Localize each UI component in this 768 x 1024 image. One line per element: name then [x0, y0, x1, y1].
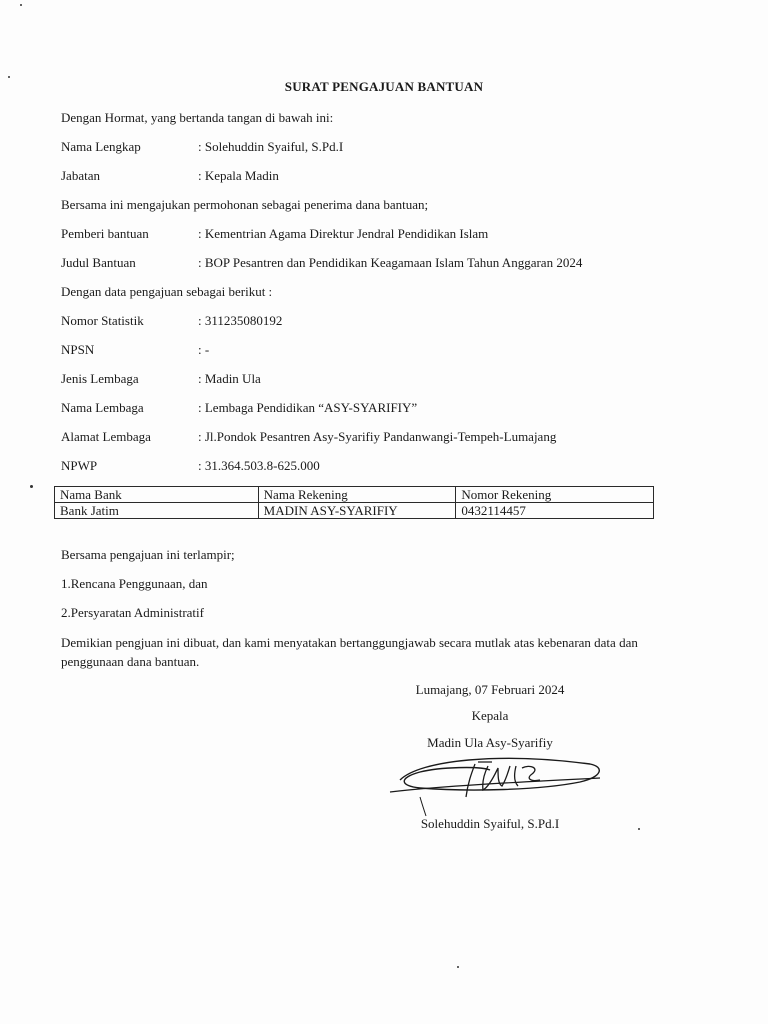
- field-value: : -: [198, 342, 210, 357]
- greeting-line: Dengan Hormat, yang bertanda tangan di bawah ini:: [61, 110, 334, 125]
- field-label: Jenis Lembaga: [61, 371, 139, 386]
- table-header-cell: Nama Bank: [55, 487, 259, 503]
- field-label: Pemberi bantuan: [61, 226, 149, 241]
- field-label: Judul Bantuan: [61, 255, 136, 270]
- attachment-item: 2.Persyaratan Administratif: [61, 605, 204, 620]
- table-cell: MADIN ASY-SYARIFIY: [258, 503, 456, 519]
- closing-line: penggunaan dana bantuan.: [61, 654, 200, 669]
- field-value: : BOP Pesantren dan Pendidikan Keagamaan Islam Tahun Anggaran 2024: [198, 255, 583, 270]
- table-header-row: [55, 487, 654, 503]
- table-row: [55, 503, 654, 519]
- scan-speck: [20, 4, 22, 6]
- field-label: Nomor Statistik: [61, 313, 144, 328]
- scan-speck: [8, 76, 10, 78]
- field-value: : 31.364.503.8-625.000: [198, 458, 320, 473]
- field-value: : 311235080192: [198, 313, 283, 328]
- attachment-intro: Bersama pengajuan ini terlampir;: [61, 547, 235, 562]
- attachment-item: 1.Rencana Penggunaan, dan: [61, 576, 208, 591]
- field-jabatan: [61, 168, 279, 184]
- table-cell: 0432114457: [456, 503, 654, 519]
- field-alamat-lembaga: [61, 429, 556, 445]
- scan-speck: [30, 485, 33, 488]
- bank-account-table: [54, 486, 654, 519]
- handwritten-signature: [380, 742, 610, 822]
- field-value: : Madin Ula: [198, 371, 261, 386]
- field-label: Alamat Lembaga: [61, 429, 151, 444]
- place-date: Lumajang, 07 Februari 2024: [415, 682, 565, 697]
- field-label: NPSN: [61, 342, 95, 357]
- closing-line: Demikian pengjuan ini dibuat, dan kami menyatakan bertanggungjawab secara mutlak atas kebenaran data dan: [61, 635, 638, 650]
- field-label: NPWP: [61, 458, 98, 473]
- field-nama-lengkap: [61, 139, 343, 155]
- signer-institution: Madin Ula Asy-Syarifiy: [427, 735, 553, 750]
- letter-title: SURAT PENGAJUAN BANTUAN: [284, 79, 484, 94]
- scan-speck: [638, 828, 640, 830]
- field-npsn: [61, 342, 209, 358]
- field-label: Nama Lengkap: [61, 139, 141, 154]
- table-header-cell: Nama Rekening: [258, 487, 456, 503]
- table-header-cell: Nomor Rekening: [456, 487, 654, 503]
- table-cell: Bank Jatim: [55, 503, 259, 519]
- scan-speck: [457, 966, 459, 968]
- field-value: : Jl.Pondok Pesantren Asy-Syarifiy Pandanwangi-Tempeh-Lumajang: [198, 429, 557, 444]
- field-judul-bantuan: [61, 255, 582, 271]
- field-value: : Lembaga Pendidikan “ASY-SYARIFIY”: [198, 400, 418, 415]
- field-nama-lembaga: [61, 400, 417, 416]
- field-label: Jabatan: [61, 168, 100, 183]
- data-intro: Dengan data pengajuan sebagai berikut :: [61, 284, 273, 299]
- field-jenis-lembaga: [61, 371, 261, 387]
- field-nomor-statistik: [61, 313, 282, 329]
- field-label: Nama Lembaga: [61, 400, 144, 415]
- signer-name: Solehuddin Syaiful, S.Pd.I: [420, 816, 560, 831]
- signer-position: Kepala: [471, 708, 509, 723]
- field-value: : Kepala Madin: [198, 168, 279, 183]
- request-intro: Bersama ini mengajukan permohonan sebagai penerima dana bantuan;: [61, 197, 429, 212]
- field-value: : Kementrian Agama Direktur Jendral Pendidikan Islam: [198, 226, 489, 241]
- field-value: : Solehuddin Syaiful, S.Pd.I: [198, 139, 344, 154]
- field-npwp: [61, 458, 320, 474]
- field-pemberi-bantuan: [61, 226, 488, 242]
